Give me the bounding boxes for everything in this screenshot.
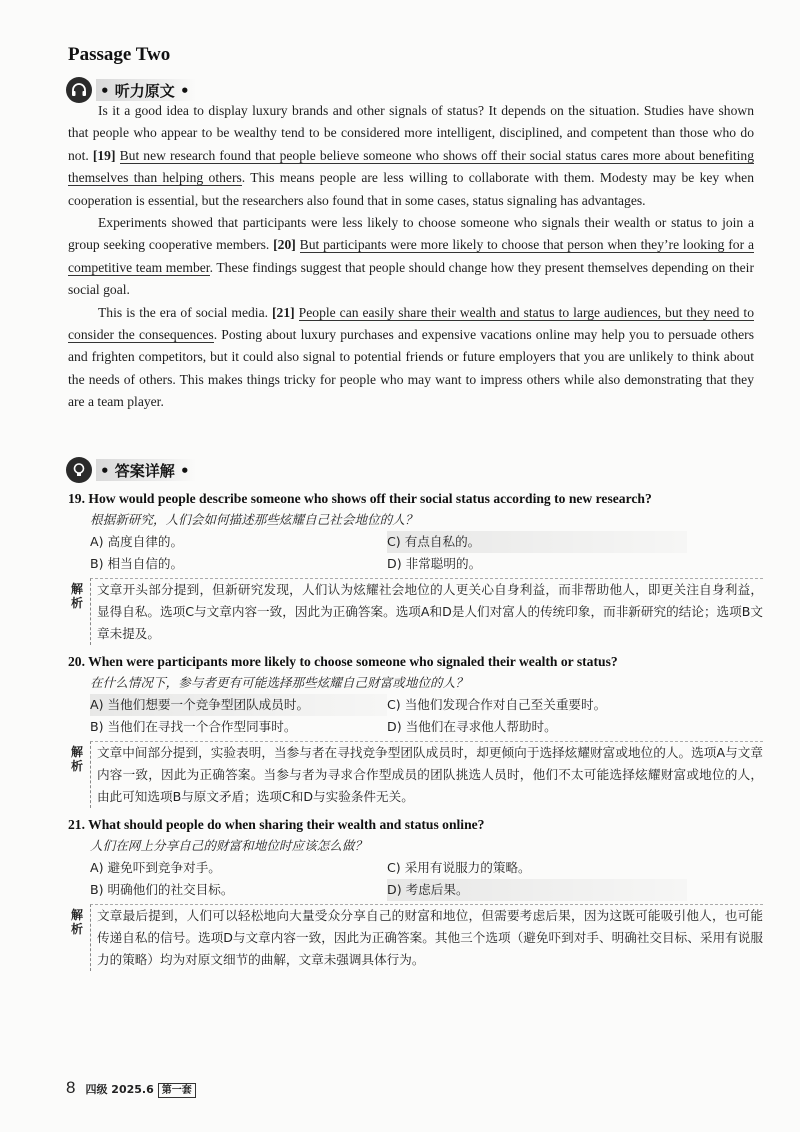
analysis-text: 文章最后提到，人们可以轻松地向大量受众分享自己的财富和地位，但需要考虑后果，因为这既可能吸引他人，也可能传递自私的信号。选项D与文章内容一致，因此为正确答案。其他三个选项（避免吓到对手、明确社交目标、采用有说服力的策略）均为对原文细节的曲解，文章未强调具体行为。: [90, 904, 763, 971]
analysis-label: 解 析: [70, 908, 83, 936]
listening-transcript-label: • 听力原文 •: [96, 79, 196, 101]
option-b: B) 明确他们的社交目标。: [90, 882, 234, 897]
option-d: D) 当他们在寻求他人帮助时。: [387, 719, 557, 734]
answer-explanation-header: [66, 456, 196, 484]
ref-21: [21]: [272, 304, 295, 320]
underlined-sentence-21: People can easily share their wealth and status to large audiences, but they need to consider the consequences: [68, 304, 755, 343]
question-text-en: 21. What should people do when sharing their wealth and status online?: [68, 817, 485, 832]
p1-text-a: Is it a good idea to display luxury brands and other signals of status? It depends on the situation. Studies have shown that people who appear to be wealthy tend to be considered more intelligent, disciplined, and competent than those who do not.: [68, 103, 754, 163]
paragraph-2: [68, 212, 754, 302]
option-a: A) 避免吓到竞争对手。: [90, 860, 221, 875]
question-text-en: 19. How would people describe someone who shows off their social status according to new research?: [68, 491, 652, 506]
page-footer: [66, 1078, 196, 1098]
answer-explanation-label: • 答案详解 •: [96, 459, 196, 481]
question-20: [68, 652, 758, 738]
lightbulb-icon: [66, 457, 92, 483]
analysis-20: [68, 741, 768, 808]
option-c: C) 有点自私的。: [387, 531, 687, 553]
option-c: C) 采用有说服力的策略。: [387, 860, 531, 875]
option-list: [90, 531, 758, 575]
passage-title: Passage Two: [68, 44, 171, 65]
p2-text-b: . These findings suggest that people should change how they present themselves depending on their social goal.: [68, 259, 754, 298]
option-d: D) 非常聪明的。: [387, 556, 482, 571]
page-number: 8: [66, 1078, 76, 1097]
analysis-19: [68, 578, 768, 645]
option-a: A) 当他们想要一个竞争型团队成员时。: [90, 694, 387, 716]
p2-text-a: Experiments showed that participants were less likely to choose someone who signals their wealth or status to join a group seeking cooperative members.: [68, 215, 754, 253]
p3-text-a: This is the era of social media.: [98, 304, 273, 320]
analysis-label: 解 析: [70, 582, 83, 610]
analysis-21: [68, 904, 768, 971]
p3-text-b: . Posting about luxury purchases and expensive vacations online may help you to persuade others and frighten competitors, but it could also signal to potential friends or future employers that you are unlikely to think about the needs of others. This makes things tricky for people who may want to impress others while also demonstrating that they are a team player.: [68, 327, 754, 410]
analysis-text: 文章中间部分提到，实验表明，当参与者在寻找竞争型团队成员时，却更倾向于选择炫耀财富或地位的人。选项A与文章内容一致，因此为正确答案。当参与者为寻求合作型成员的团队挑选人员时，他们不太可能选择炫耀财富或地位的人，由此可知选项B与原文矛盾；选项C和D与实验条件无关。: [90, 741, 763, 808]
p1-text-b: . This means people are less willing to collaborate with them. Modesty may be key when cooperation is essential, but the researchers also found that in some cases, status signaling has advantages.: [68, 170, 754, 208]
ref-20: [20]: [273, 237, 296, 253]
option-d: D) 考虑后果。: [387, 879, 687, 901]
question-text-cn: 在什么情况下，参与者更有可能选择那些炫耀自己财富或地位的人？: [90, 675, 468, 690]
paragraph-1: [68, 100, 754, 212]
analysis-label: 解 析: [70, 745, 83, 773]
issue-label: 四级 2025.6: [85, 1083, 154, 1096]
analysis-text: 文章开头部分提到，但新研究发现，人们认为炫耀社会地位的人更关心自身利益，而非帮助他人，即更关注自身利益，显得自私。选项C与文章内容一致，因此为正确答案。选项A和D是人们对富人的传统印象，而非新研究的结论；选项B文章未提及。: [90, 578, 763, 645]
option-list: [90, 857, 758, 901]
question-text-cn: 根据新研究，人们会如何描述那些炫耀自己社会地位的人？: [90, 512, 418, 527]
ref-19: [19]: [92, 147, 116, 163]
option-b: B) 相当自信的。: [90, 556, 184, 571]
option-list: [90, 694, 758, 738]
passage-text: [68, 100, 754, 414]
underlined-sentence-19: But new research found that people believe someone who shows off their social status cares more about benefiting themselves than helping others: [68, 147, 754, 186]
volume-badge: 第一套: [158, 1083, 196, 1098]
paragraph-3: [68, 302, 754, 414]
question-19: [68, 489, 758, 575]
question-21: [68, 815, 758, 901]
option-a: A) 高度自律的。: [90, 534, 184, 549]
option-b: B) 当他们在寻找一个合作型同事时。: [90, 719, 297, 734]
question-text-cn: 人们在网上分享自己的财富和地位时应该怎么做？: [90, 838, 368, 853]
question-text-en: 20. When were participants more likely to choose someone who signaled their wealth or status?: [68, 654, 618, 669]
underlined-sentence-20: But participants were more likely to choose that person when they’re looking for a competitive team member: [68, 237, 754, 275]
option-c: C) 当他们发现合作对自己至关重要时。: [387, 697, 607, 712]
